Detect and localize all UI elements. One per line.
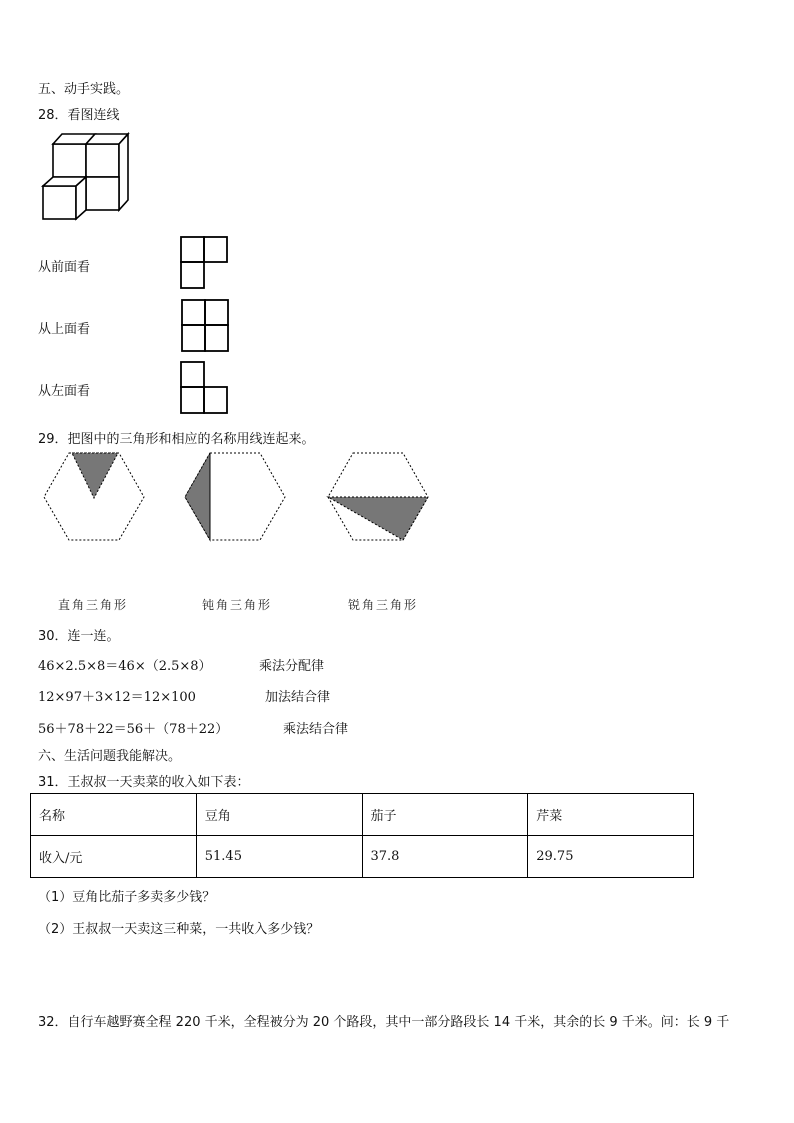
question-31-sub2: （2）王叔叔一天卖这三种菜，一共收入多少钱？	[38, 922, 320, 937]
table-cell: 51.45	[196, 836, 362, 878]
equation-2: 12×97＋3×12＝12×100	[38, 690, 196, 705]
hexagon-3[interactable]	[326, 452, 430, 542]
front-view-grid[interactable]	[180, 236, 228, 290]
triangle-name-obtuse: 钝角三角形	[202, 598, 273, 612]
table-cell: 名称	[31, 794, 197, 836]
equation-1: 46×2.5×8＝46×（2.5×8）	[38, 659, 212, 674]
view-label-top: 从上面看	[38, 322, 91, 337]
view-label-left: 从左面看	[38, 384, 91, 399]
table-cell: 收入/元	[31, 836, 197, 878]
table-cell: 芹菜	[528, 794, 694, 836]
question-32-text: 32．自行车越野赛全程 220 千米，全程被分为 20 个路段，其中一部分路段长 14 千米，其余的长 9 千米。问：长 9 千	[38, 1015, 730, 1030]
table-cell: 茄子	[362, 794, 528, 836]
table-cell: 29.75	[528, 836, 694, 878]
law-2: 加法结合律	[265, 690, 331, 705]
question-31-sub1: （1）豆角比茄子多卖多少钱？	[38, 890, 216, 905]
equation-3: 56＋78＋22＝56＋（78＋22）	[38, 722, 229, 737]
view-label-front: 从前面看	[38, 260, 91, 275]
table-cell: 豆角	[196, 794, 362, 836]
section-heading-5: 五、动手实践。	[38, 82, 130, 97]
law-3: 乘法结合律	[283, 722, 349, 737]
question-31-title: 31．王叔叔一天卖菜的收入如下表：	[38, 775, 250, 790]
triangle-name-acute: 锐角三角形	[348, 598, 419, 612]
left-view-grid[interactable]	[180, 361, 228, 415]
hexagon-1[interactable]	[42, 452, 146, 542]
table-row	[31, 836, 694, 878]
question-30-title: 30．连一连。	[38, 629, 120, 644]
question-28-title: 28．看图连线	[38, 108, 120, 123]
hexagon-2[interactable]	[183, 452, 287, 542]
income-table	[30, 793, 694, 878]
table-header-row	[31, 794, 694, 836]
cube-stack-figure	[38, 128, 134, 230]
triangle-name-right: 直角三角形	[58, 598, 129, 612]
question-29-title: 29．把图中的三角形和相应的名称用线连起来。	[38, 432, 315, 447]
top-view-grid[interactable]	[181, 299, 229, 353]
section-heading-6: 六、生活问题我能解决。	[38, 749, 182, 764]
law-1: 乘法分配律	[259, 659, 325, 674]
table-cell: 37.8	[362, 836, 528, 878]
